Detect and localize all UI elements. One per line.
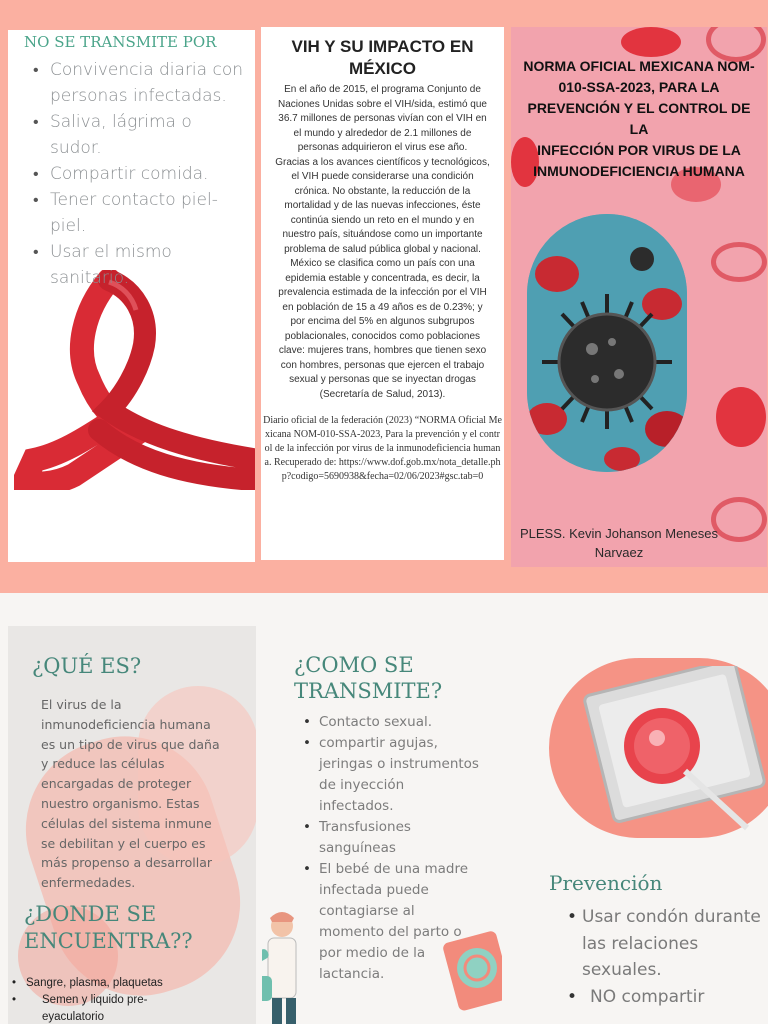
impacto-panel (261, 27, 504, 560)
donde-heading: ¿DONDE SE ENCUENTRA?? (24, 901, 193, 953)
prevencion-panel (512, 626, 768, 1024)
impacto-body (261, 80, 504, 402)
donde-list (26, 975, 176, 1024)
cover-title-line-2: INFECCIÓN POR VIRUS DE LA INMUNODEFICIENCIA HUMANA (533, 142, 745, 179)
list-item: • compartir agujas, jeringas o instrumentos de inyección infectados. (319, 733, 479, 817)
impacto-paragraph: México se clasifica como un país con una epidemia estable y concentrada, es decir, la prevalencia estimada de la infección por el VIH en población de 15 a 49 años es de 0.23%; y por encima del 5% en algunos subgrupos poblacionales, conocidos como poblaciones clave: mujeres trans, hombres que tienen sexo con hombres, personas que ejercen el trabajo sexual y personas que se inyectan drogas (Secretaría de Salud, 2013). (278, 258, 487, 400)
list-item: • NO compartir (582, 984, 762, 1011)
list-item: • Convivencia diaria con personas infectadas. (50, 57, 245, 109)
impacto-paragraph: En el año de 2015, el programa Conjunto de Naciones Unidas sobre el VIH/sida, estimó que 36.7 millones de personas vivían con el VIH en el mundo y alrededor de 2.1 millones de personas adquirieron el virus ese año. (278, 84, 487, 153)
que-es-panel (8, 626, 256, 1024)
red-ribbon-icon (14, 270, 255, 490)
cover-panel (511, 27, 767, 567)
cover-title (511, 27, 767, 182)
impacto-paragraph: Gracias a los avances científicos y tecnológicos, el VIH puede considerarse una condición crónica. No obstante, la reducción de la mortalidad y de las nuevas infecciones, éste continúa siendo un reto en el mundo y en nuestro país, situándose como un importante problema de salud pública global y nacional. (275, 156, 490, 255)
reference-citation: Diario oficial de la federación (2023) “NORMA Oficial Mexicana NOM-010-SSA-2023, Para la prevención y el control de la infección por virus de la inmunodeficiencia humana. Recuperado de: https://www.dof.gob.mx/nota_detalle.php?codigo=5690938&fecha=02/06/2023#gsc.tab=0 (263, 415, 502, 482)
no-transmite-panel (8, 30, 255, 562)
list-item: • Saliva, lágrima o sudor. (50, 109, 245, 161)
list-item: • Tener contacto piel-piel. (50, 187, 245, 239)
list-item: • El bebé de una madre infectada puede contagiarse al momento del parto o por medio de la lactancia. (319, 859, 479, 985)
list-item: • Usar condón durante las relaciones sexuales. (582, 904, 762, 984)
list-item: • Compartir comida. (50, 161, 245, 187)
impacto-title: VIH Y SU IMPACTO EN MÉXICO (291, 37, 474, 78)
author-credit: PLESS. Kevin Johanson Meneses Narvaez (519, 526, 718, 560)
transmite-heading: ¿COMO SE TRANSMITE? (294, 653, 443, 703)
list-item: • Contacto sexual. (319, 712, 479, 733)
condom-icon (577, 666, 767, 831)
list-item: • Sangre, plasma, plaquetas (26, 975, 176, 992)
transmite-panel (262, 626, 502, 1024)
list-item: • Usar el mismo sanitario. (50, 239, 245, 291)
no-transmite-list (8, 51, 255, 291)
list-item: • Transfusiones sanguíneas (319, 817, 479, 859)
virus-icon (527, 214, 687, 472)
que-es-heading: ¿QUÉ ES? (32, 654, 142, 678)
list-item: • Semen y liquido pre-eyaculatorio (26, 992, 176, 1024)
no-transmite-heading: NO SE TRANSMITE POR (24, 33, 217, 51)
cover-title-line-1: NORMA OFICIAL MEXICANA NOM-010-SSA-2023, PARA LA PREVENCIÓN Y EL CONTROL DE LA (523, 58, 755, 137)
prevencion-heading: Prevención (549, 871, 663, 895)
decor-shape (711, 242, 767, 282)
decor-shape (716, 387, 766, 447)
doctor-illustration (262, 906, 322, 1024)
prevencion-list (582, 904, 762, 1010)
virus-image (527, 214, 687, 472)
que-es-text: El virus de la inmunodeficiencia humana es un tipo de virus que daña y reduce las células encargadas de proteger nuestro organismo. Estas células del sistema inmune se debilitan y el cuerpo es más propenso a desarrollar enfermedades. (41, 697, 220, 891)
